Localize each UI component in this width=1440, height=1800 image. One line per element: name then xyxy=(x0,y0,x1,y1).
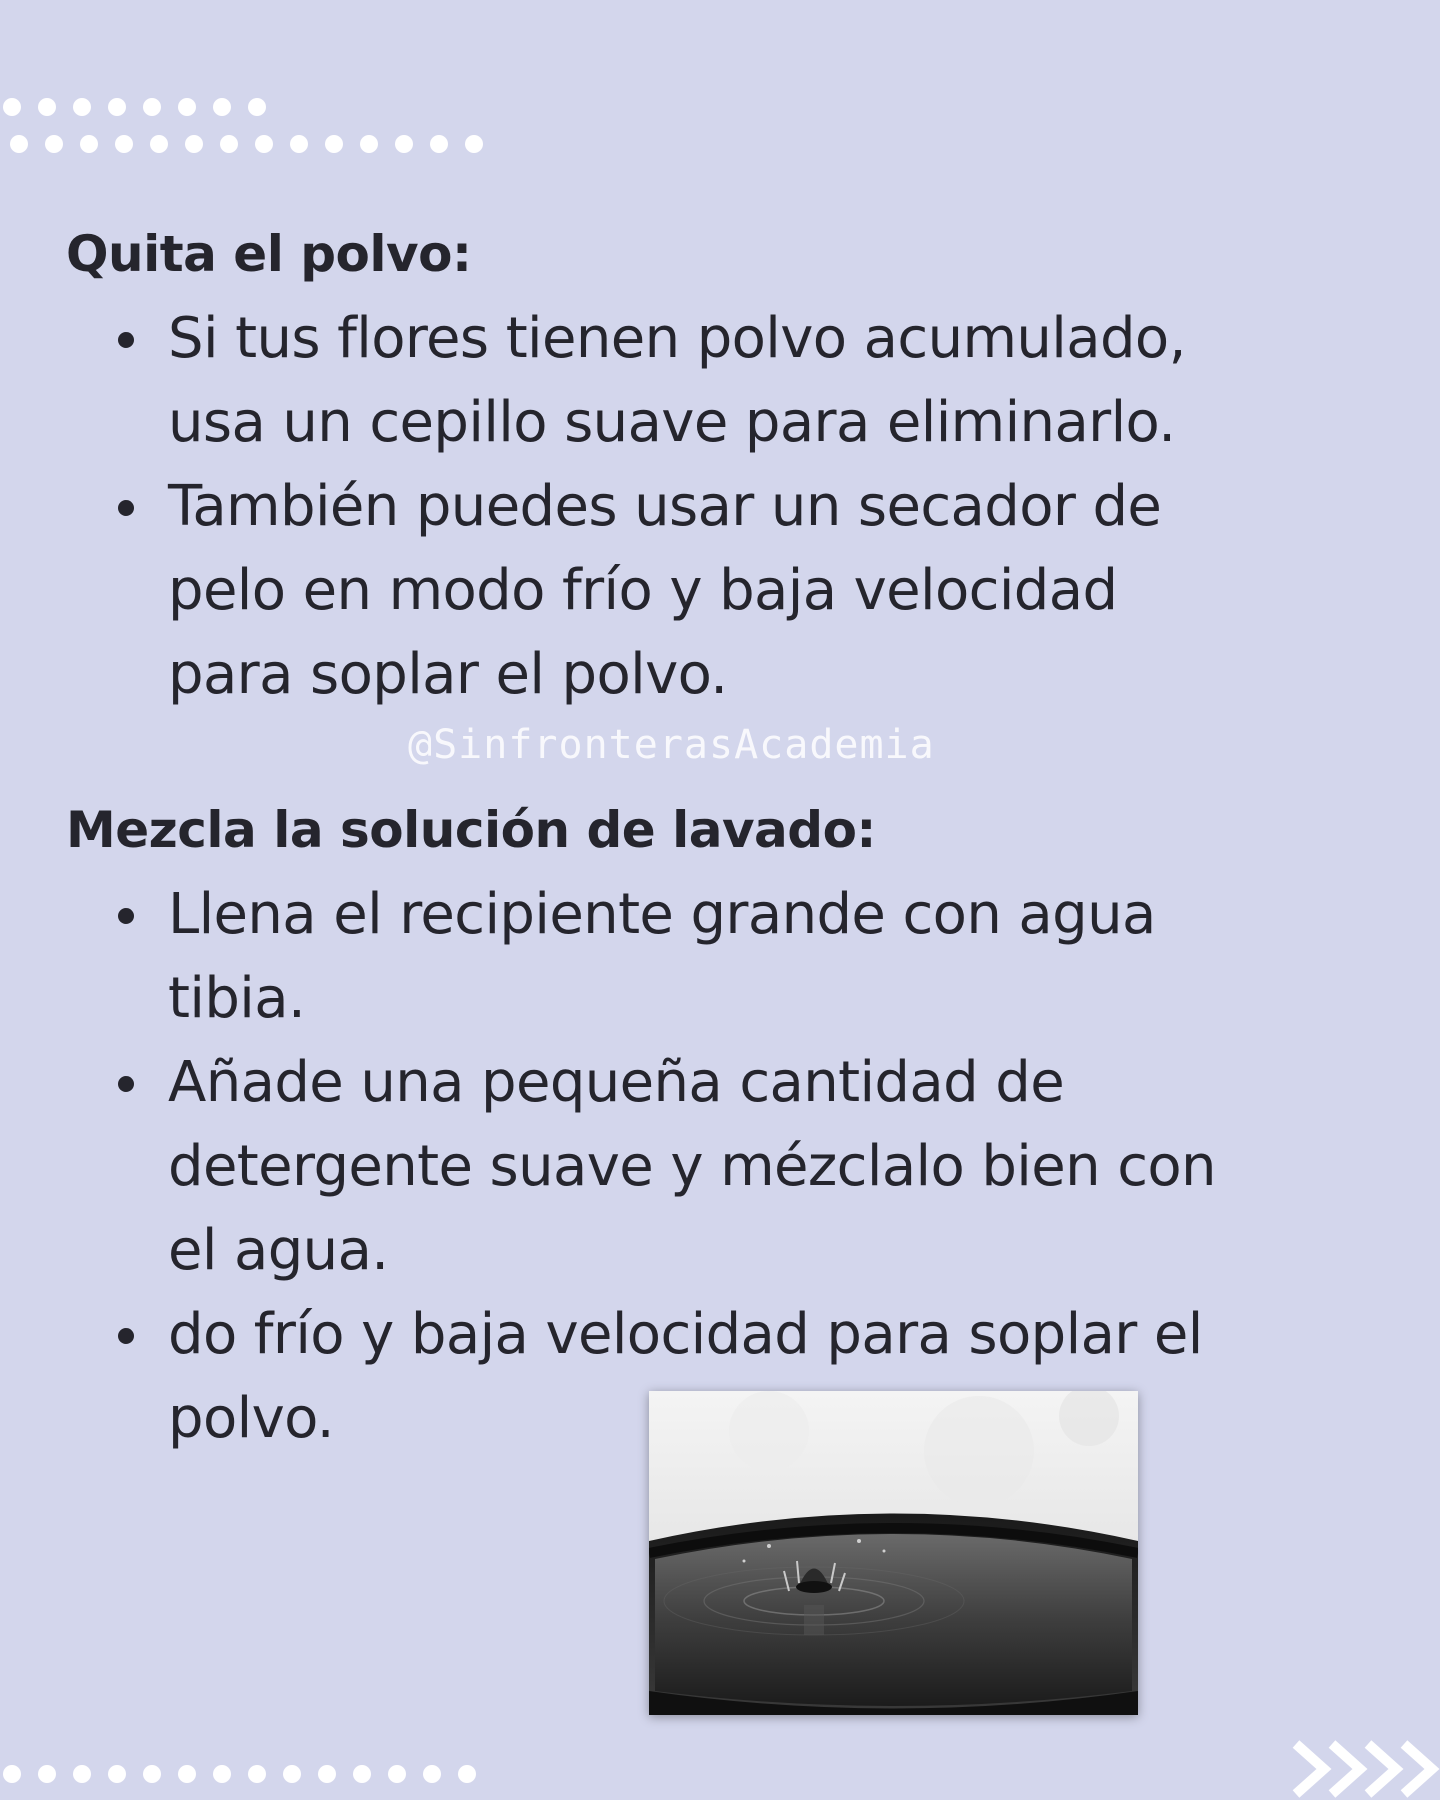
water-drop-photo xyxy=(649,1391,1138,1715)
list-item: do frío y baja velocidad para soplar el polvo. xyxy=(168,1293,1368,1461)
decorative-dots-top-2 xyxy=(10,134,483,154)
bullet-list-dust xyxy=(168,297,1368,717)
section-heading-dust: Quita el polvo: xyxy=(66,225,472,283)
bullet-list-solution xyxy=(168,873,1368,1461)
list-item: Llena el recipiente grande con agua tibia. xyxy=(168,873,1368,1041)
list-item: También puedes usar un secador de pelo en modo frío y baja velocidad para soplar el polvo. xyxy=(168,465,1368,717)
list-item: Si tus flores tienen polvo acumulado, usa un cepillo suave para eliminarlo. xyxy=(168,297,1368,465)
watermark: @SinfronterasAcademia xyxy=(408,722,935,768)
section-heading-solution: Mezcla la solución de lavado: xyxy=(66,801,876,859)
decorative-dots-top-1 xyxy=(3,97,266,117)
water-drop-image xyxy=(649,1391,1138,1715)
chevron-right-icon[interactable] xyxy=(1292,1738,1440,1800)
decorative-dots-bottom xyxy=(3,1764,476,1784)
list-item: Añade una pequeña cantidad de detergente suave y mézclalo bien con el agua. xyxy=(168,1041,1368,1293)
